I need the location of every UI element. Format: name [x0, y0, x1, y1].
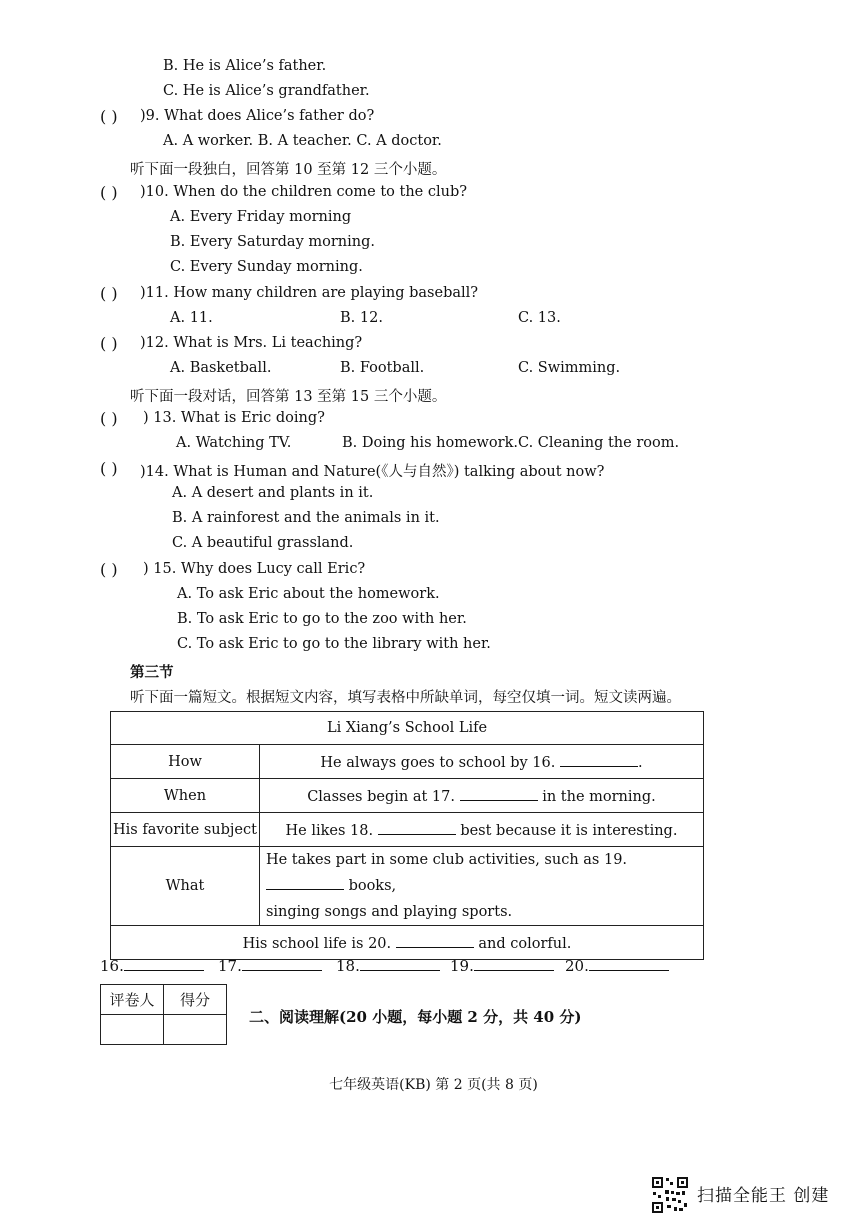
cell-text: His school life is 20. [242, 936, 392, 952]
answer-label-18: 18. [336, 957, 360, 975]
blank-20[interactable] [396, 933, 474, 948]
cell-text: best because it is interesting. [460, 823, 678, 839]
q13-option-b: B. Doing his homework. [342, 435, 518, 451]
answer-paren: ( ) [100, 107, 118, 126]
q9-stem: )9. What does Alice’s father do? [140, 108, 375, 124]
q12-stem: )12. What is Mrs. Li teaching? [140, 335, 363, 351]
q8-option-b: B. He is Alice’s father. [163, 58, 327, 74]
answer-blank-20[interactable] [589, 956, 669, 971]
page-footer: 七年级英语(KB) 第 2 页(共 8 页) [329, 1077, 538, 1093]
q12-option-c: C. Swimming. [518, 360, 621, 376]
q12-option-b: B. Football. [340, 360, 425, 376]
answer-paren: ( ) [100, 334, 118, 353]
cell-text: He likes 18. [285, 823, 374, 839]
grade-box [100, 984, 227, 1045]
row-label: His favorite subject [111, 813, 260, 847]
table-summary-cell [111, 926, 704, 960]
section3-title: 第三节 [130, 664, 174, 681]
q11-option-b: B. 12. [340, 310, 383, 326]
qr-code-icon [651, 1176, 689, 1214]
q8-option-c: C. He is Alice’s grandfather. [163, 83, 370, 99]
instruction-monologue: 听下面一段独白，回答第 10 至第 12 三个小题。 [130, 162, 447, 178]
grader-field[interactable] [101, 1015, 164, 1045]
q15-option-b: B. To ask Eric to go to the zoo with her. [177, 611, 467, 627]
answer-paren: ( ) [100, 409, 118, 428]
q15-stem: ) 15. Why does Lucy call Eric? [143, 561, 366, 577]
q13-option-a: A. Watching TV. [176, 435, 292, 451]
answer-paren: ( ) [100, 560, 118, 579]
fill-in-table [110, 711, 704, 960]
answer-label-17: 17. [218, 957, 242, 975]
q11-option-a: A. 11. [170, 310, 213, 326]
answer-label-19: 19. [450, 957, 474, 975]
q9-options: A. A worker. B. A teacher. C. A doctor. [163, 133, 442, 149]
row-label: How [111, 745, 260, 779]
q14-option-b: B. A rainforest and the animals in it. [172, 510, 440, 526]
answer-label-20: 20. [565, 957, 589, 975]
part2-heading: 二、阅读理解(20 小题，每小题 2 分，共 40 分) [249, 1008, 582, 1026]
q10-option-b: B. Every Saturday morning. [170, 234, 375, 250]
cell-text: . [637, 755, 643, 771]
q14-option-a: A. A desert and plants in it. [172, 485, 374, 501]
blank-18[interactable] [378, 820, 456, 835]
cell-text: in the morning. [542, 789, 656, 805]
table-title: Li Xiang’s School Life [111, 712, 704, 745]
cell-text: He takes part in some club activities, such as 19. [265, 852, 628, 868]
row-label: When [111, 779, 260, 813]
cell-text: He always goes to school by 16. [320, 755, 556, 771]
q10-option-c: C. Every Sunday morning. [170, 259, 363, 275]
q13-option-c: C. Cleaning the room. [518, 435, 680, 451]
cell-text: Classes begin at 17. [307, 789, 455, 805]
cell-text: singing songs and playing sports. [265, 904, 513, 920]
cell-text: books, [348, 878, 397, 894]
answer-label-16: 16. [100, 957, 124, 975]
answer-blank-16[interactable] [124, 956, 204, 971]
table-cell [259, 779, 703, 813]
q10-stem: )10. When do the children come to the club? [140, 184, 468, 200]
blank-16[interactable] [560, 752, 638, 767]
table-cell [259, 847, 703, 926]
q13-stem: ) 13. What is Eric doing? [143, 410, 325, 426]
row-label: What [111, 847, 260, 926]
q10-option-a: A. Every Friday morning [170, 209, 352, 225]
q15-option-c: C. To ask Eric to go to the library with her. [177, 636, 491, 652]
answer-paren: ( ) [100, 459, 118, 478]
grader-label: 评卷人 [101, 985, 164, 1015]
scanner-watermark: 扫描全能王 创建 [697, 1186, 830, 1206]
instruction-dialogue: 听下面一段对话，回答第 13 至第 15 三个小题。 [130, 389, 447, 405]
table-cell [259, 745, 703, 779]
q14-stem: )14. What is Human and Nature(《人与自然》) talking about now? [140, 464, 605, 480]
score-label: 得分 [164, 985, 227, 1015]
q11-stem: )11. How many children are playing baseball? [140, 285, 479, 301]
answer-blank-18[interactable] [360, 956, 440, 971]
q14-option-c: C. A beautiful grassland. [172, 535, 354, 551]
answer-paren: ( ) [100, 284, 118, 303]
score-field[interactable] [164, 1015, 227, 1045]
q15-option-a: A. To ask Eric about the homework. [177, 586, 440, 602]
table-cell [259, 813, 703, 847]
answer-blank-17[interactable] [242, 956, 322, 971]
q12-option-a: A. Basketball. [170, 360, 272, 376]
section3-instruction: 听下面一篇短文。根据短文内容，填写表格中所缺单词，每空仅填一词。短文读两遍。 [130, 690, 681, 706]
blank-17[interactable] [460, 786, 538, 801]
answer-blank-19[interactable] [474, 956, 554, 971]
q11-option-c: C. 13. [518, 310, 561, 326]
blank-19[interactable] [266, 875, 344, 890]
answer-paren: ( ) [100, 183, 118, 202]
cell-text: and colorful. [478, 936, 572, 952]
